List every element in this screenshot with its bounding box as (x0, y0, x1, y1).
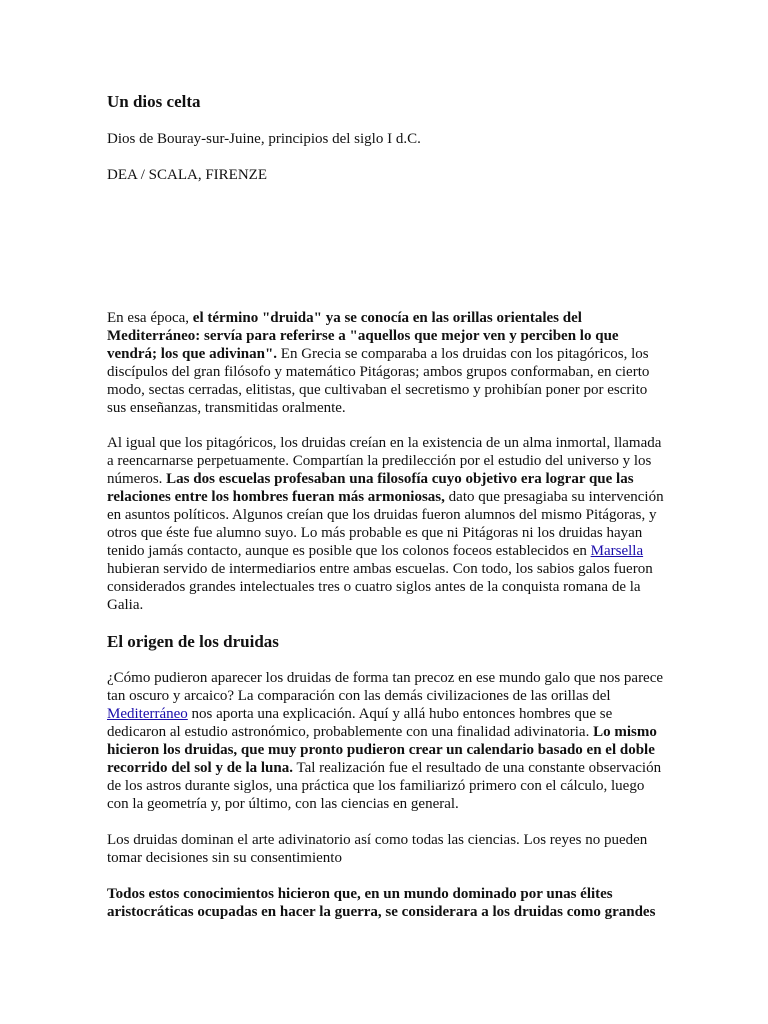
paragraph-bold-text: Todos estos conocimientos hicieron que, en un mundo dominado por unas élites aristocráticas ocupadas en hacer la guerra, se considerara a los druidas como grandes (107, 886, 656, 920)
paragraph-text: dato que presagiaba su intervención en asuntos políticos. Algunos creían que los druidas fueron alumnos del mismo Pitágoras, y otros que éste fue alumno suyo. Lo más probable es que ni Pitágoras ni los druidas hayan tenido jamás contacto, aunque es posible que los colonos foceos establecidos en (107, 489, 664, 559)
paragraph-text: Tal realización fue el resultado de una constante observación de los astros durante siglos, una práctica que los familiarizó primero con el cálculo, luego con la geometría y, por último, con las ciencias en general. (107, 760, 662, 812)
paragraph-text: ¿Cómo pudieron aparecer los druidas de forma tan precoz en ese mundo galo que nos parece tan oscuro y arcaico? La comparación con las demás civilizaciones de las orillas del (107, 670, 664, 704)
paragraph-origin (107, 669, 667, 813)
paragraph-divination: Los druidas dominan el arte adivinatorio así como todas las ciencias. Los reyes no pueden tomar decisiones sin su consentimiento (107, 832, 648, 866)
paragraph-bold-text: el término "druida" ya se conocía en las orillas orientales del Mediterráneo: servía para referirse a "aquellos que mejor ven y perciben lo que vendrá; los que adivinan". (107, 310, 619, 362)
image-caption: Dios de Bouray-sur-Juine, principios del siglo I d.C. (107, 131, 421, 147)
paragraph-text: hubieran servido de intermediarios entre ambas escuelas. Con todo, los sabios galos fueron considerados grandes intelectuales tres o cuatro siglos antes de la conquista romana de la Galia. (107, 561, 653, 613)
paragraph-bold-text: Lo mismo hicieron los druidas, que muy pronto pudieron crear un calendario basado en el doble recorrido del sol y de la luna. (107, 724, 657, 776)
paragraph-text: En Grecia se comparaba a los druidas con los pitagóricos, los discípulos del gran filósofo y matemático Pitágoras; ambos grupos conformaban, en cierto modo, sectas cerradas, elitistas, que cultivaban el secretismo y prohibían poner por escrito sus enseñanzas, transmitidas oralmente. (107, 346, 650, 416)
paragraph-text: Al igual que los pitagóricos, los druidas creían en la existencia de un alma inmortal, llamada a reencarnarse perpetuamente. Compartían la predilección por el estudio del universo y los números. (107, 435, 662, 487)
paragraph-druid-term (107, 309, 667, 417)
marsella-link[interactable]: Marsella (590, 543, 644, 559)
paragraph-bold-text: Las dos escuelas profesaban una filosofía cuyo objetivo era lograr que las relaciones entre los hombres fueran más armoniosas, (107, 471, 634, 505)
paragraph-pythagoreans (107, 434, 667, 614)
image-credit: DEA / SCALA, FIRENZE (107, 167, 268, 183)
paragraph-knowledge (107, 885, 667, 921)
article-title: Un dios celta (107, 92, 201, 111)
section-title: El origen de los druidas (107, 632, 279, 651)
paragraph-text: En esa época, (107, 310, 193, 326)
paragraph-text: nos aporta una explicación. Aquí y allá hubo entonces hombres que se dedicaron al estudio astronómico, probablemente con una finalidad adivinatoria. (107, 706, 613, 740)
mediterraneo-link[interactable]: Mediterráneo (107, 706, 188, 722)
